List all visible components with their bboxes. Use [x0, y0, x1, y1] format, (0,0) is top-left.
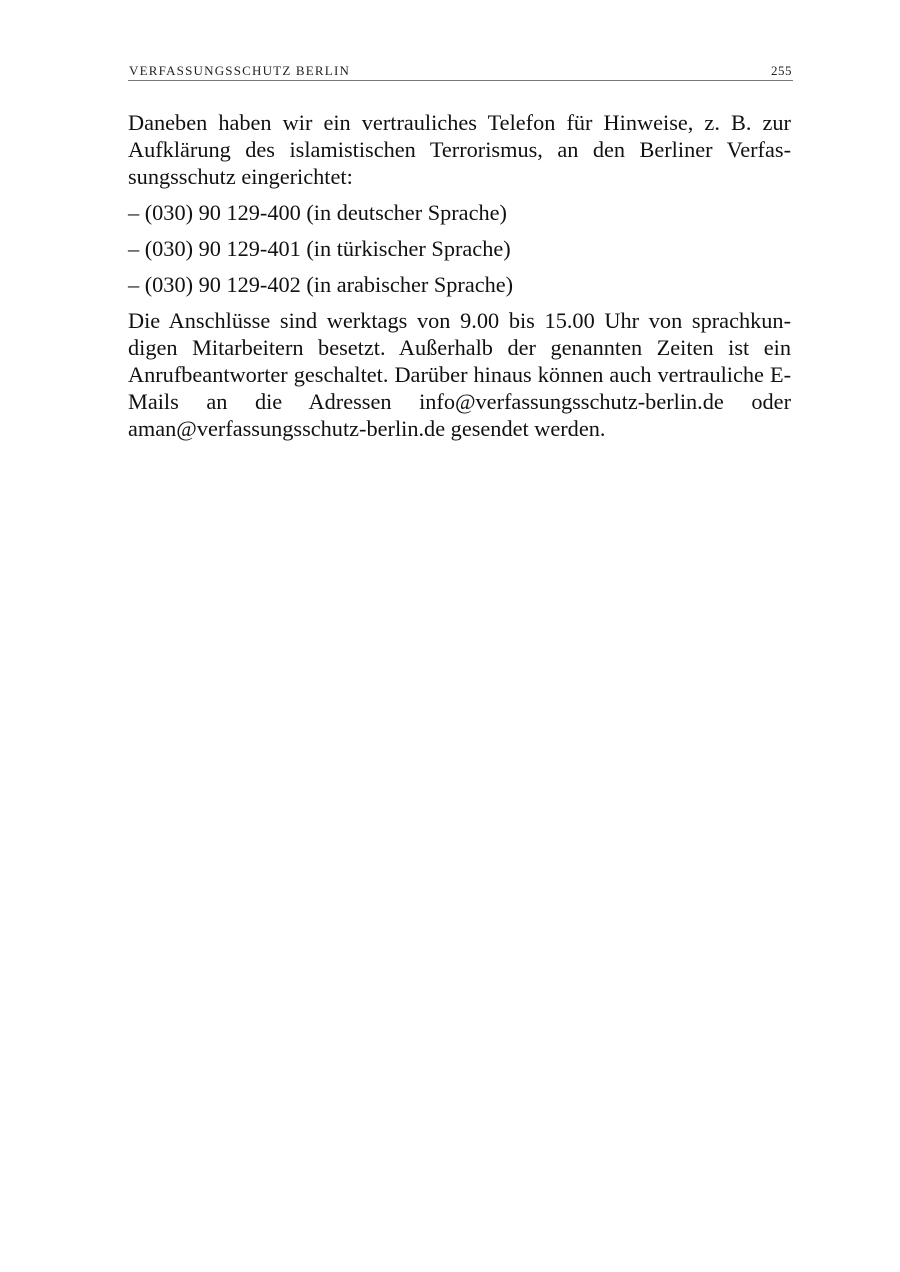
- page-number: 255: [771, 63, 792, 78]
- page-body: [128, 109, 791, 442]
- paragraph-hotline-intro: Daneben haben wir ein vertrauliches Telefon für Hinweise, z. B. zur Aufklärung des islamistischen Terrorismus, an den Berliner Verfassungsschutz eingerichtet:: [128, 110, 791, 189]
- phone-line-turkish: – (030) 90 129-401 (in türkischer Sprache): [128, 236, 511, 261]
- header-title: VERFASSUNGSSCHUTZ BERLIN: [129, 63, 351, 78]
- paragraph-hours-email: Die Anschlüsse sind werktags von 9.00 bis 15.00 Uhr von sprachkundigen Mitarbeitern besetzt. Außerhalb der genannten Zeiten ist ein Anrufbeantworter geschaltet. Darüber hinaus können auch vertrauliche E-Mails an die Adressen info@verfassungsschutz-berlin.de oder aman@verfassungsschutz-berlin.de gesendet werden.: [128, 308, 791, 441]
- running-header: [128, 62, 793, 81]
- phone-list: [128, 199, 791, 298]
- phone-line-german: – (030) 90 129-400 (in deutscher Sprache): [128, 200, 507, 225]
- phone-line-arabic: – (030) 90 129-402 (in arabischer Sprache): [128, 272, 514, 297]
